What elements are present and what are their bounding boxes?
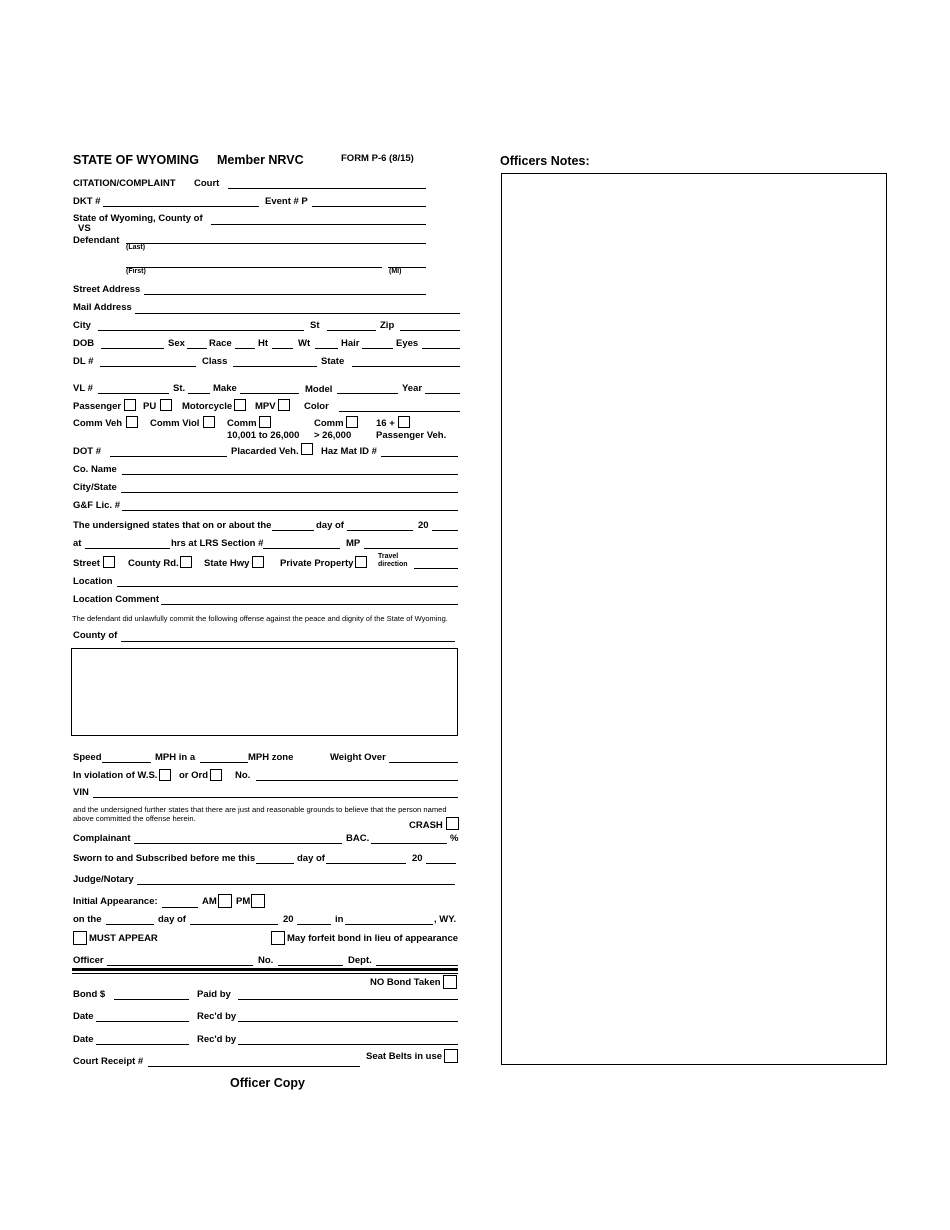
sixteen-plus-label: 16 + [376, 418, 395, 429]
undersigned-label: The undersigned states that on or about the [73, 520, 272, 531]
comm-heavy-checkbox[interactable] [346, 416, 358, 428]
hair-field[interactable] [362, 348, 393, 349]
violation-no-field[interactable] [256, 780, 458, 781]
on-the-label: on the [73, 914, 102, 925]
vin-field[interactable] [93, 797, 458, 798]
date2-field[interactable] [96, 1044, 189, 1045]
state-field[interactable] [352, 366, 460, 367]
no-bond-label: NO Bond Taken [370, 977, 441, 988]
state-hwy-checkbox[interactable] [252, 556, 264, 568]
weight-over-field[interactable] [389, 762, 458, 763]
sworn-day-field[interactable] [256, 863, 294, 864]
defendant-last-field[interactable] [126, 243, 426, 244]
officer-copy-footer: Officer Copy [230, 1076, 306, 1090]
mph-in-a-label: MPH in a [155, 752, 196, 763]
event-field[interactable] [312, 206, 426, 207]
complainant-field[interactable] [134, 843, 342, 844]
street-address-field[interactable] [144, 294, 426, 295]
appearance-day-field[interactable] [106, 924, 154, 925]
county-of-label: County of [73, 630, 118, 641]
city-state-field[interactable] [121, 492, 458, 493]
pu-label: PU [143, 401, 157, 412]
wt-label: Wt [298, 338, 311, 349]
seat-belts-checkbox[interactable] [444, 1049, 458, 1063]
bond-amount-field[interactable] [114, 999, 189, 1000]
mph-zone-label: MPH zone [248, 752, 294, 763]
form-state-title: STATE OF WYOMING [73, 153, 199, 167]
undersigned-month-field[interactable] [347, 530, 413, 531]
judge-notary-label: Judge/Notary [73, 874, 134, 885]
last-name-caption: (Last) [126, 244, 146, 251]
dept-field[interactable] [376, 965, 458, 966]
no-bond-checkbox[interactable] [443, 975, 457, 989]
appearance-month-field[interactable] [190, 924, 278, 925]
zip-field[interactable] [400, 330, 460, 331]
ordinance-checkbox[interactable] [210, 769, 222, 781]
comm-veh-checkbox[interactable] [126, 416, 138, 428]
pm-label: PM [236, 896, 251, 907]
state-hwy-label: State Hwy [204, 558, 250, 569]
in-label: in [335, 914, 344, 925]
comm-viol-checkbox[interactable] [203, 416, 215, 428]
travel-direction-field[interactable] [414, 568, 458, 569]
pu-checkbox[interactable] [160, 399, 172, 411]
officer-no-label: No. [258, 955, 274, 966]
date1-label: Date [73, 1011, 94, 1022]
officers-notes-box[interactable] [501, 173, 887, 1065]
officer-field[interactable] [107, 965, 253, 966]
county-of-field[interactable] [121, 641, 455, 642]
city-label: City [73, 320, 91, 331]
complainant-label: Complainant [73, 833, 131, 844]
dept-label: Dept. [348, 955, 372, 966]
street-address-label: Street Address [73, 284, 141, 295]
county-field[interactable] [211, 224, 426, 225]
passenger-veh-label: Passenger Veh. [376, 430, 447, 441]
violation-ws-label: In violation of W.S. [73, 770, 158, 781]
placarded-checkbox[interactable] [301, 443, 313, 455]
vl-field[interactable] [98, 393, 169, 394]
state-county-label: State of Wyoming, County of [73, 213, 203, 224]
eyes-label: Eyes [396, 338, 419, 349]
passenger-label: Passenger [73, 401, 122, 412]
vs-label: VS [78, 223, 91, 234]
dot-field[interactable] [110, 456, 227, 457]
officers-notes-title: Officers Notes: [500, 154, 590, 168]
county-rd-label: County Rd. [128, 558, 179, 569]
lrs-section-field[interactable] [263, 548, 340, 549]
make-label: Make [213, 383, 237, 394]
dl-label: DL # [73, 356, 94, 367]
gf-lic-label: G&F Lic. # [73, 500, 120, 511]
may-forfeit-label: May forfeit bond in lieu of appearance [287, 933, 459, 944]
comm-light-label: Comm [227, 418, 257, 429]
recd1-field[interactable] [238, 1021, 458, 1022]
weight-range-light: 10,001 to 26,000 [227, 430, 300, 441]
class-label: Class [202, 356, 228, 367]
sex-label: Sex [168, 338, 185, 349]
mp-field[interactable] [364, 548, 458, 549]
event-label: Event # P [265, 196, 308, 207]
comm-viol-label: Comm Viol [150, 418, 200, 429]
ht-label: Ht [258, 338, 269, 349]
city-state-label: City/State [73, 482, 117, 493]
city-field[interactable] [98, 330, 304, 331]
am-label: AM [202, 896, 217, 907]
undersigned-20-label: 20 [418, 520, 429, 531]
must-appear-label: MUST APPEAR [89, 933, 158, 944]
street-checkbox[interactable] [103, 556, 115, 568]
wt-field[interactable] [315, 348, 338, 349]
judge-notary-field[interactable] [137, 884, 455, 885]
street-label: Street [73, 558, 100, 569]
sworn-label: Sworn to and Subscribed before me this [73, 853, 256, 864]
year-field[interactable] [425, 393, 460, 394]
location-field[interactable] [117, 586, 458, 587]
comm-heavy-label: Comm [314, 418, 344, 429]
form-member-title: Member NRVC [217, 153, 304, 167]
sworn-20-label: 20 [412, 853, 423, 864]
appearance-year-field[interactable] [297, 924, 331, 925]
weight-over-label: Weight Over [330, 752, 386, 763]
dkt-field[interactable] [103, 206, 259, 207]
hazmat-field[interactable] [381, 456, 458, 457]
mail-address-field[interactable] [135, 313, 460, 314]
court-field[interactable] [228, 188, 426, 189]
crash-checkbox[interactable] [446, 817, 459, 830]
color-field[interactable] [339, 411, 460, 412]
ht-field[interactable] [272, 348, 293, 349]
bond-label: Bond $ [73, 989, 106, 1000]
hrs-lrs-label: hrs at LRS Section # [171, 538, 264, 549]
initial-appearance-label: Initial Appearance: [73, 896, 158, 907]
mpv-checkbox[interactable] [278, 399, 290, 411]
vl-st-field[interactable] [188, 393, 210, 394]
mp-label: MP [346, 538, 361, 549]
year-label: Year [402, 383, 423, 394]
make-field[interactable] [240, 393, 299, 394]
sworn-month-field[interactable] [326, 863, 406, 864]
seat-belts-label: Seat Belts in use [366, 1051, 443, 1062]
location-comment-field[interactable] [161, 604, 458, 605]
officer-label: Officer [73, 955, 104, 966]
mph-zone-field[interactable] [200, 762, 248, 763]
grounds-statement-line2: above committed the offense herein. [73, 814, 196, 823]
offense-description-box[interactable] [71, 648, 458, 736]
at-time-field[interactable] [85, 548, 170, 549]
at-label: at [73, 538, 82, 549]
mpv-label: MPV [255, 401, 276, 412]
citation-label: CITATION/COMPLAINT [73, 178, 176, 189]
court-receipt-field[interactable] [148, 1066, 360, 1067]
violation-ws-checkbox[interactable] [159, 769, 171, 781]
crash-label: CRASH [409, 820, 443, 831]
mail-address-label: Mail Address [73, 302, 132, 313]
defendant-first-field[interactable] [126, 267, 382, 268]
state-label: State [321, 356, 345, 367]
appearance-day-of-label: day of [158, 914, 186, 925]
first-name-caption: (First) [126, 268, 146, 275]
sworn-year-field[interactable] [426, 863, 456, 864]
mi-caption: (MI) [389, 268, 402, 275]
sworn-day-of-label: day of [297, 853, 325, 864]
travel-label: Travel [378, 553, 399, 560]
speed-field[interactable] [102, 762, 151, 763]
private-property-checkbox[interactable] [355, 556, 367, 568]
paid-by-label: Paid by [197, 989, 231, 1000]
court-label: Court [194, 178, 220, 189]
am-checkbox[interactable] [218, 894, 232, 908]
undersigned-year-field[interactable] [432, 530, 458, 531]
dl-field[interactable] [100, 366, 196, 367]
zip-label: Zip [380, 320, 395, 331]
sixteen-plus-checkbox[interactable] [398, 416, 410, 428]
vin-label: VIN [73, 787, 89, 798]
appearance-20-label: 20 [283, 914, 294, 925]
passenger-checkbox[interactable] [124, 399, 136, 411]
class-field[interactable] [233, 366, 317, 367]
recd2-field[interactable] [238, 1044, 458, 1045]
dkt-label: DKT # [73, 196, 101, 207]
color-label: Color [304, 401, 329, 412]
bac-percent-label: % [450, 833, 459, 844]
pm-checkbox[interactable] [251, 894, 265, 908]
st-field[interactable] [327, 330, 376, 331]
direction-label: direction [378, 561, 408, 568]
court-receipt-label: Court Receipt # [73, 1056, 144, 1067]
officer-no-field[interactable] [278, 965, 343, 966]
section-divider-thick [72, 968, 458, 971]
section-divider-thin [72, 973, 458, 974]
date1-field[interactable] [96, 1021, 189, 1022]
may-forfeit-checkbox[interactable] [271, 931, 285, 945]
st-label: St [310, 320, 320, 331]
co-name-label: Co. Name [73, 464, 117, 475]
model-label: Model [305, 384, 333, 395]
paid-by-field[interactable] [238, 999, 458, 1000]
comm-light-checkbox[interactable] [259, 416, 271, 428]
sex-field[interactable] [187, 348, 207, 349]
vl-label: VL # [73, 383, 93, 394]
bac-field[interactable] [371, 843, 447, 844]
must-appear-checkbox[interactable] [73, 931, 87, 945]
undersigned-day-field[interactable] [272, 530, 314, 531]
location-comment-label: Location Comment [73, 594, 160, 605]
speed-label: Speed [73, 752, 102, 763]
co-name-field[interactable] [122, 474, 458, 475]
placarded-label: Placarded Veh. [231, 446, 299, 457]
form-number: FORM P-6 (8/15) [341, 153, 414, 164]
comm-veh-label: Comm Veh [73, 418, 123, 429]
dob-label: DOB [73, 338, 95, 349]
date2-label: Date [73, 1034, 94, 1045]
dot-label: DOT # [73, 446, 101, 457]
vl-st-label: St. [173, 383, 186, 394]
bac-label: BAC. [346, 833, 370, 844]
grounds-statement-line1: and the undersigned further states that there are just and reasonable grounds to believe that the person named [73, 805, 447, 814]
location-label: Location [73, 576, 113, 587]
hair-label: Hair [341, 338, 360, 349]
appearance-time-field[interactable] [162, 907, 198, 908]
recd2-label: Rec'd by [197, 1034, 237, 1045]
or-ord-label: or Ord [179, 770, 209, 781]
gf-lic-field[interactable] [122, 510, 458, 511]
defendant-label: Defendant [73, 235, 120, 246]
dob-field[interactable] [101, 348, 164, 349]
undersigned-day-of-label: day of [316, 520, 344, 531]
motorcycle-label: Motorcycle [182, 401, 233, 412]
private-property-label: Private Property [280, 558, 354, 569]
model-field[interactable] [337, 393, 398, 394]
wy-label: , WY. [434, 914, 457, 925]
weight-range-heavy: > 26,000 [314, 430, 352, 441]
appearance-place-field[interactable] [345, 924, 433, 925]
race-field[interactable] [235, 348, 255, 349]
motorcycle-checkbox[interactable] [234, 399, 246, 411]
eyes-field[interactable] [422, 348, 460, 349]
violation-no-label: No. [235, 770, 251, 781]
hazmat-label: Haz Mat ID # [321, 446, 377, 457]
race-label: Race [209, 338, 232, 349]
offense-statement: The defendant did unlawfully commit the following offense against the peace and dignity of the State of Wyoming. [72, 614, 448, 623]
recd1-label: Rec'd by [197, 1011, 237, 1022]
county-rd-checkbox[interactable] [180, 556, 192, 568]
